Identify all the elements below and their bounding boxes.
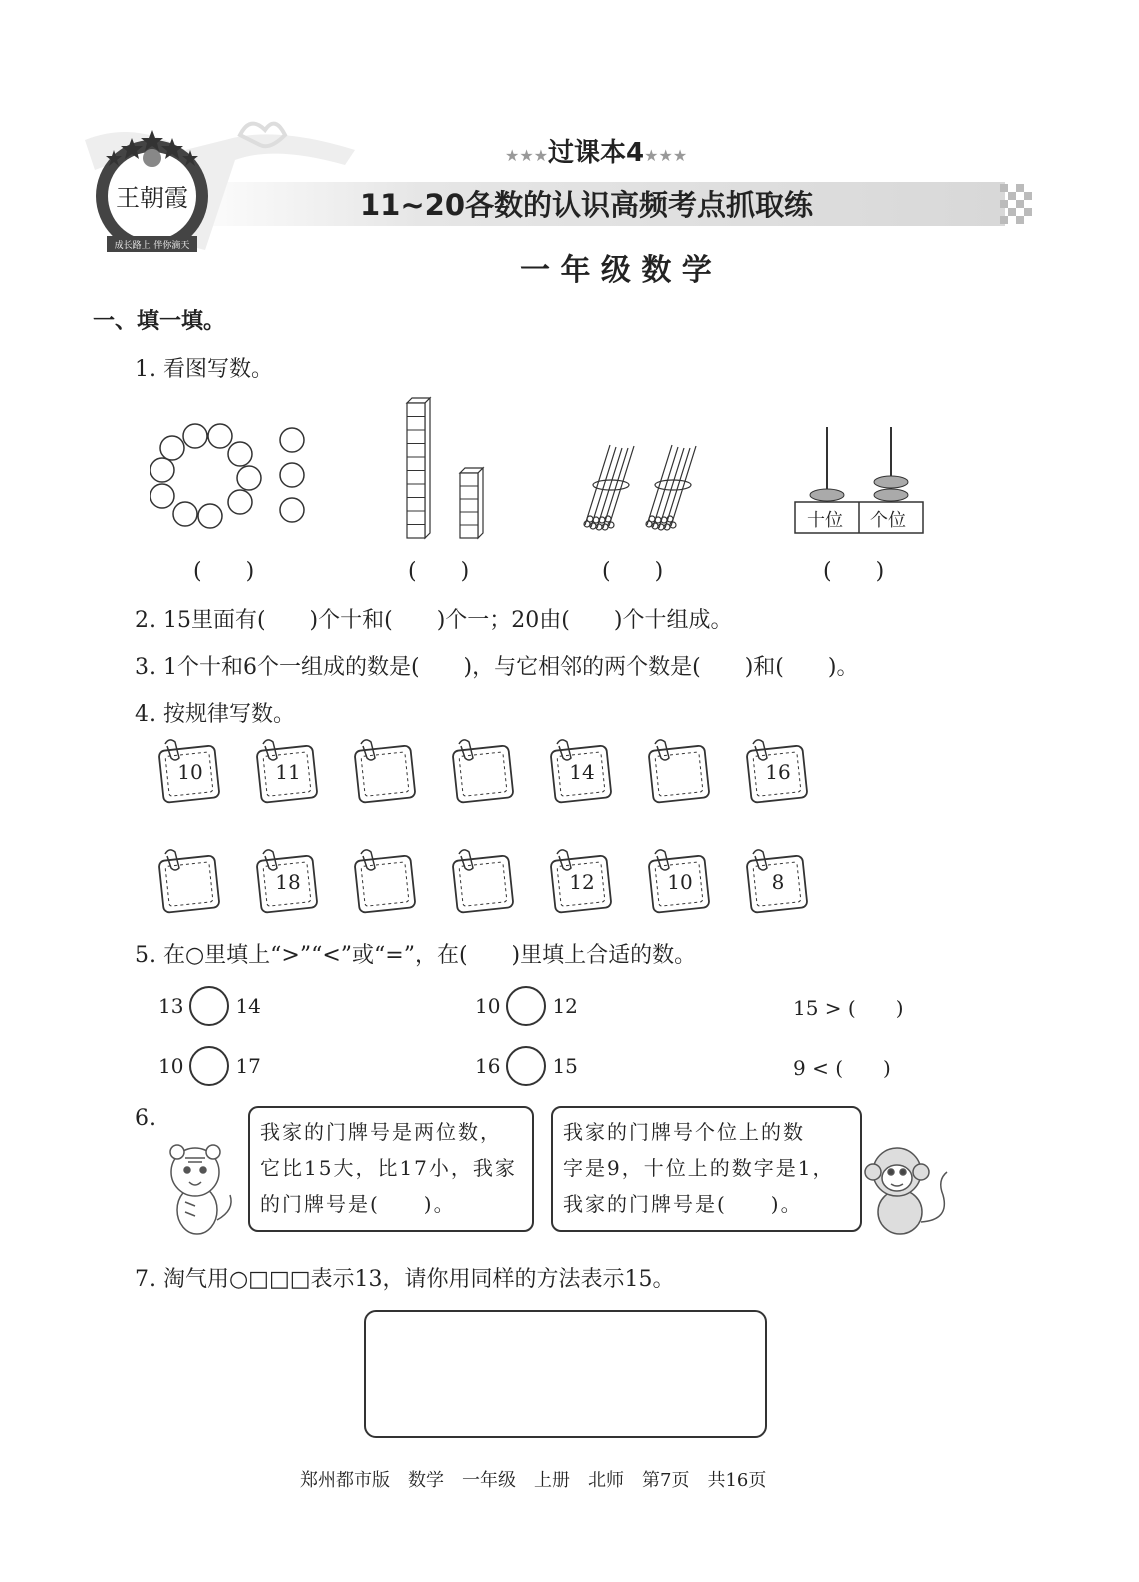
card-number: 12 [569, 870, 595, 894]
series-label: ★★★过课本4★★★ [505, 138, 688, 168]
number-card [155, 738, 225, 806]
number-card[interactable] [351, 848, 421, 916]
card-number: 10 [177, 760, 203, 784]
compare-item: 10 17 [158, 1046, 261, 1086]
compare-item: 10 12 [475, 986, 578, 1026]
stick-bundles-figure [575, 440, 705, 535]
card-number: 14 [569, 760, 595, 784]
compare-circle[interactable] [506, 1046, 546, 1086]
answer-blank[interactable]: ( ) [823, 559, 885, 584]
card-number: 10 [667, 870, 693, 894]
circles-figure [150, 420, 310, 532]
q7-text: 7. 淘气用○□□□表示13，请你用同样的方法表示15。 [135, 1267, 675, 1292]
number-card[interactable] [645, 738, 715, 806]
answer-box[interactable] [364, 1310, 767, 1438]
q4-label: 4. 按规律写数。 [135, 702, 295, 727]
number-card[interactable] [449, 848, 519, 916]
number-card [253, 848, 323, 916]
page-subtitle: 一 年 级 数 学 [520, 253, 712, 288]
q2-text: 2. 15里面有( )个十和( )个一；20由( )个十组成。 [135, 608, 733, 633]
answer-blank[interactable]: ( ) [408, 559, 470, 584]
monkey-illustration [855, 1140, 955, 1240]
compare-item-blank[interactable]: 15 > ( ) [793, 996, 904, 1020]
number-card [743, 848, 813, 916]
clipboard-card-icon [351, 848, 421, 916]
logo-name: 王朝霞 [116, 184, 188, 212]
speech-bubble-left: 我家的门牌号是两位数， 它比15大，比17小，我家 的门牌号是( )。 [248, 1106, 534, 1232]
compare-circle[interactable] [189, 1046, 229, 1086]
abacus-ones-label: 个位 [870, 510, 906, 531]
number-card [253, 738, 323, 806]
tiger-illustration [155, 1140, 240, 1240]
compare-item-blank[interactable]: 9 < ( ) [793, 1056, 891, 1080]
section-heading: 一、填一填。 [93, 309, 226, 334]
number-card [645, 848, 715, 916]
number-card [547, 738, 617, 806]
answer-blank[interactable]: ( ) [193, 559, 255, 584]
number-card[interactable] [449, 738, 519, 806]
clipboard-card-icon [351, 738, 421, 806]
card-number: 16 [765, 760, 791, 784]
card-number: 11 [275, 760, 301, 784]
clipboard-card-icon [449, 848, 519, 916]
page-footer: 郑州都市版 数学 一年级 上册 北师 第7页 共16页 [300, 1470, 767, 1491]
number-card[interactable] [155, 848, 225, 916]
checker-decoration [1000, 180, 1040, 230]
speech-bubble-right: 我家的门牌号个位上的数 字是9，十位上的数字是1， 我家的门牌号是( )。 [551, 1106, 862, 1232]
answer-blank[interactable]: ( ) [602, 559, 664, 584]
number-card [547, 848, 617, 916]
number-card [743, 738, 813, 806]
clipboard-card-icon [449, 738, 519, 806]
compare-circle[interactable] [506, 986, 546, 1026]
clipboard-card-icon [645, 738, 715, 806]
page-title: 11~20各数的认识高频考点抓取练 [360, 188, 814, 222]
clipboard-card-icon [155, 848, 225, 916]
logo-slogan: 成长路上 伴你滴天 [114, 241, 190, 251]
card-number: 18 [275, 870, 301, 894]
compare-item: 13 14 [158, 986, 261, 1026]
brand-logo [92, 128, 212, 258]
compare-item: 16 15 [475, 1046, 578, 1086]
compare-circle[interactable] [189, 986, 229, 1026]
q6-label: 6. [135, 1106, 156, 1131]
q5-label: 5. 在○里填上“>”“<”或“=”，在( )里填上合适的数。 [135, 943, 697, 968]
card-number: 8 [771, 870, 785, 894]
abacus-tens-label: 十位 [807, 510, 843, 531]
q1-label: 1. 看图写数。 [135, 357, 273, 382]
cube-rods-figure [400, 395, 490, 541]
number-card[interactable] [351, 738, 421, 806]
q3-text: 3. 1个十和6个一组成的数是( )，与它相邻的两个数是( )和( )。 [135, 655, 859, 680]
